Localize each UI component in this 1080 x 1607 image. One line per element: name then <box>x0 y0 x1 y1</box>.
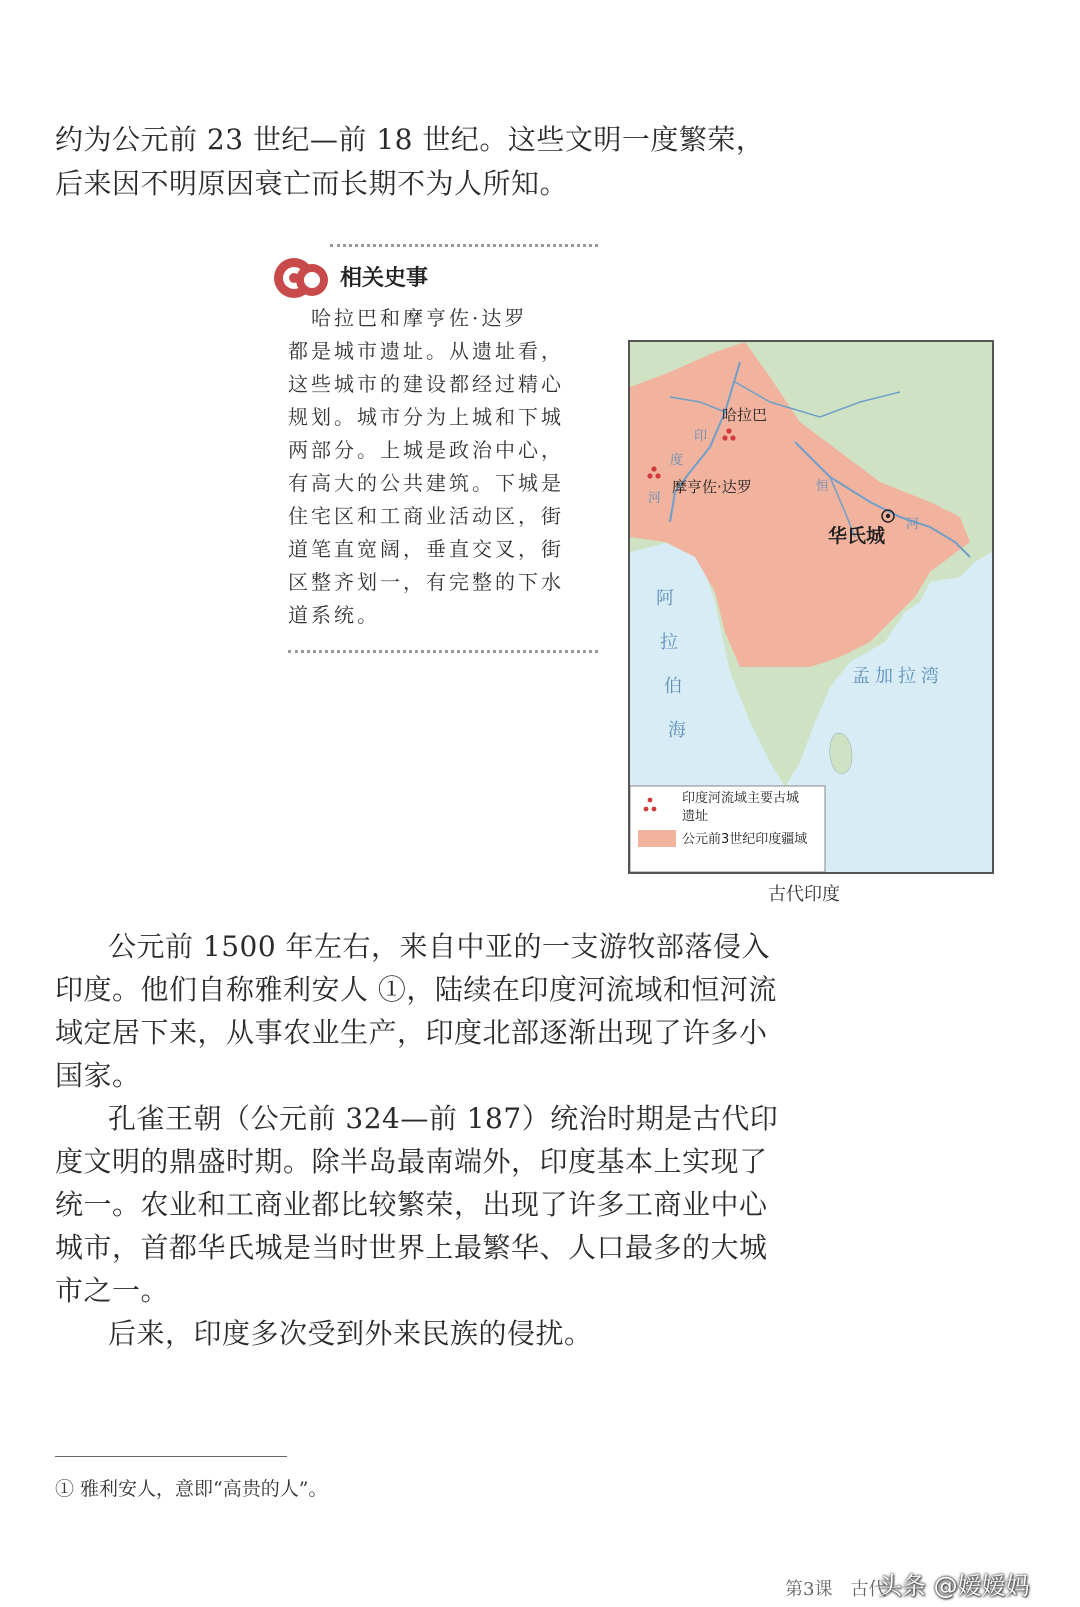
paragraph-line: 后来，印度多次受到外来民族的侵扰。 <box>108 1317 593 1350</box>
sidebar-text-line: 哈拉巴和摩亨佐·达罗 <box>288 306 528 330</box>
site-dot <box>730 435 735 440</box>
page-footer: 第3课 古代 <box>785 1579 887 1600</box>
related-history-logo-icon <box>272 250 330 306</box>
sidebar-text-line: 两部分。上城是政治中心， <box>288 438 564 462</box>
sidebar-bottom-divider <box>288 650 598 653</box>
legend-sites-label-cont: 遗址 <box>682 809 709 824</box>
sea-label: 伯 <box>664 676 682 697</box>
sidebar-text-line: 规划。城市分为上城和下城 <box>288 405 564 429</box>
site-dot <box>722 435 727 440</box>
paragraph-line: 国家。 <box>55 1059 141 1092</box>
paragraph-line: 域定居下来，从事农业生产，印度北部逐渐出现了许多小 <box>55 1016 768 1049</box>
sidebar-text-line: 区整齐划一，有完整的下水 <box>288 570 564 594</box>
ancient-india-map <box>628 340 994 874</box>
sidebar-text-line: 有高大的公共建筑。下城是 <box>288 471 564 495</box>
legend-territory-label: 公元前3世纪印度疆域 <box>682 832 808 847</box>
paragraph-line: 市之一。 <box>55 1274 170 1307</box>
river-label: 河 <box>906 517 920 532</box>
map-caption: 古代印度 <box>768 884 840 905</box>
paragraph-line: 后来因不明原因衰亡而长期不为人所知。 <box>55 167 569 200</box>
mohenjo-daro-label: 摩亨佐·达罗 <box>672 478 752 496</box>
sidebar-text-line: 住宅区和工商业活动区，街 <box>288 504 564 528</box>
paragraph-line: 城市，首都华氏城是当时世界上最繁华、人口最多的大城 <box>55 1231 768 1264</box>
legend-territory-swatch <box>638 830 676 847</box>
site-dot <box>651 466 656 471</box>
paragraph-line: 约为公元前 23 世纪—前 18 世纪。这些文明一度繁荣， <box>55 123 765 156</box>
paragraph-line: 公元前 1500 年左右，来自中亚的一支游牧部落侵入 <box>108 930 771 963</box>
pataliputra-label: 华氏城 <box>828 525 886 547</box>
river-label: 恒 <box>816 479 830 494</box>
footnote: ① 雅利安人，意即“高贵的人”。 <box>55 1478 328 1500</box>
sidebar-text-line: 这些城市的建设都经过精心 <box>288 372 564 396</box>
harappa-label: 哈拉巴 <box>722 406 768 424</box>
paragraph-line: 印度。他们自称雅利安人 ①，陆续在印度河流域和恒河流 <box>55 973 777 1006</box>
paragraph-line: 度文明的鼎盛时期。除半岛最南端外，印度基本上实现了 <box>55 1145 768 1178</box>
paragraph-line: 统一。农业和工商业都比较繁荣，出现了许多工商业中心 <box>55 1188 768 1221</box>
footnote-divider <box>55 1456 287 1457</box>
river-label: 河 <box>648 491 662 506</box>
site-dot <box>726 428 731 433</box>
paragraph-line: 孔雀王朝（公元前 324—前 187）统治时期是古代印 <box>108 1102 779 1135</box>
river-label: 印 <box>694 429 708 444</box>
sidebar-title: 相关史事 <box>340 266 429 291</box>
watermark: 头条 @嫒嫒妈 <box>878 1572 1030 1600</box>
sea-label: 拉 <box>660 632 678 653</box>
sea-label: 阿 <box>656 588 674 609</box>
sea-label: 海 <box>668 720 686 741</box>
bay-label: 孟加拉湾 <box>852 666 944 687</box>
legend-sites-label: 印度河流域主要古城 <box>682 791 800 806</box>
river-label: 度 <box>670 453 684 468</box>
site-dot <box>647 473 652 478</box>
sidebar-text-line: 道系统。 <box>288 603 380 627</box>
legend-site-icon <box>648 798 653 803</box>
site-dot <box>655 473 660 478</box>
sidebar-text-line: 都是城市遗址。从遗址看， <box>288 339 564 363</box>
sidebar-text-line: 道笔直宽阔，垂直交叉，街 <box>288 537 564 561</box>
sidebar-top-divider <box>330 244 598 247</box>
